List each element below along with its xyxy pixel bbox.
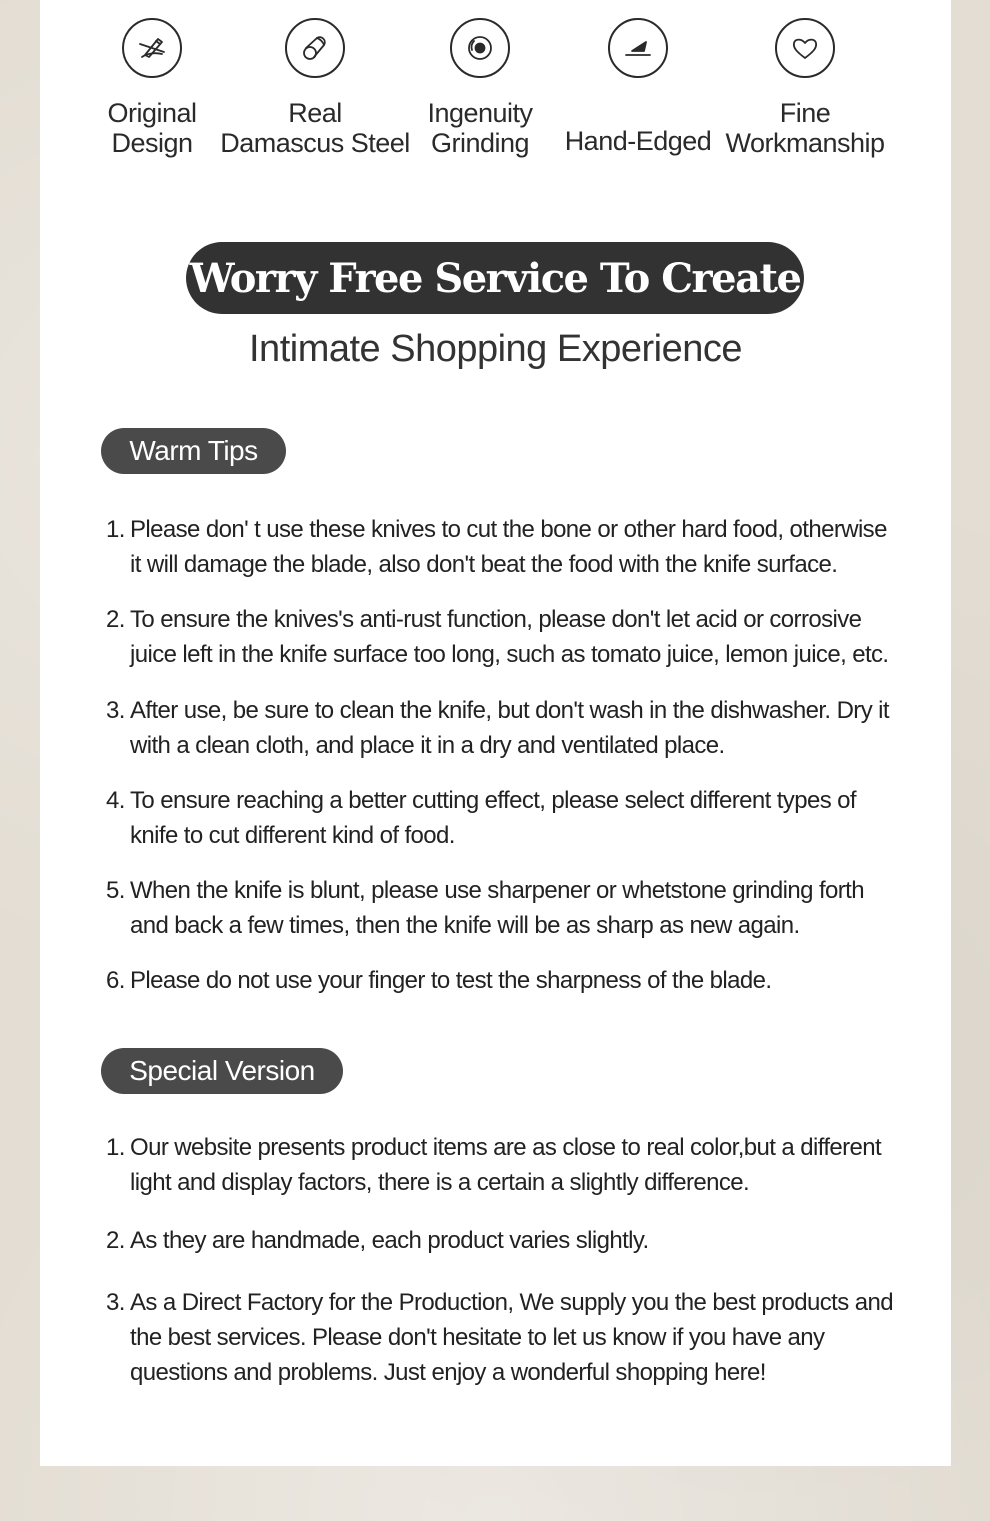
feature-label-line2: Damascus Steel [220, 128, 410, 158]
list-item [106, 693, 896, 763]
feature-fine-workmanship [705, 18, 905, 158]
list-item-number: 1. [106, 1134, 125, 1161]
feature-label-line1: Fine [779, 98, 831, 128]
service-banner: Worry Free Service To Create [186, 242, 804, 314]
blade-edge-icon [608, 18, 668, 78]
list-item [106, 783, 896, 853]
list-item-number: 3. [106, 697, 125, 724]
list-item-text: Our website presents product items are as close to real color,but a different light and display factors, there is a certain a slightly difference. [130, 1134, 882, 1196]
feature-label-line2: Design [111, 128, 193, 158]
special-version-tag: Special Version [101, 1048, 343, 1094]
feature-label-line2: Grinding [430, 128, 530, 158]
list-item-text: As they are handmade, each product varies slightly. [130, 1227, 649, 1254]
list-item [106, 1223, 896, 1258]
service-subtitle: Intimate Shopping Experience [249, 328, 742, 370]
list-item-text: Please do not use your finger to test the sharpness of the blade. [130, 967, 772, 994]
list-item-number: 3. [106, 1289, 125, 1316]
list-item-text: After use, be sure to clean the knife, but don't wash in the dishwasher. Dry it with a clean cloth, and place it in a dry and ventilated place. [130, 697, 889, 759]
list-item-text: To ensure reaching a better cutting effect, please select different types of knife to cut different kind of food. [130, 787, 856, 849]
list-item-number: 2. [106, 606, 125, 633]
feature-label-line1: Ingenuity [427, 98, 533, 128]
feature-icons-row [40, 0, 951, 180]
feature-label-line2: Workmanship [725, 128, 885, 158]
list-item-text: When the knife is blunt, please use sharpener or whetstone grinding forth and back a few times, then the knife will be as sharp as new again. [130, 877, 864, 939]
list-item-number: 2. [106, 1227, 125, 1254]
steel-roll-icon [285, 18, 345, 78]
grinding-disc-icon [450, 18, 510, 78]
heart-icon [775, 18, 835, 78]
warm-tips-tag: Warm Tips [101, 428, 286, 474]
list-item [106, 1130, 896, 1200]
list-item-number: 4. [106, 787, 125, 814]
feature-label-line1: Real [288, 98, 342, 128]
list-item-text: To ensure the knives's anti-rust function, please don't let acid or corrosive juice left in the knife surface too long, such as tomato juice, lemon juice, etc. [130, 606, 889, 668]
list-item-number: 1. [106, 516, 125, 543]
list-item-number: 5. [106, 877, 125, 904]
feature-label-line1: Hand-Edged [564, 126, 712, 156]
feature-label-line1: Original [107, 98, 197, 128]
pen-icon [122, 18, 182, 78]
list-item-text: Please don' t use these knives to cut the bone or other hard food, otherwise it will damage the blade, also don't beat the food with the knife surface. [130, 516, 887, 578]
list-item [106, 1285, 896, 1390]
list-item-number: 6. [106, 967, 125, 994]
list-item [106, 873, 896, 943]
list-item-text: As a Direct Factory for the Production, We supply you the best products and the best services. Please don't hesitate to let us know if you have any questions and problems. Just enjoy a wonderful shopping here! [130, 1289, 893, 1386]
list-item [106, 602, 896, 672]
list-item [106, 963, 896, 998]
content-panel [40, 0, 951, 1466]
list-item [106, 512, 896, 582]
